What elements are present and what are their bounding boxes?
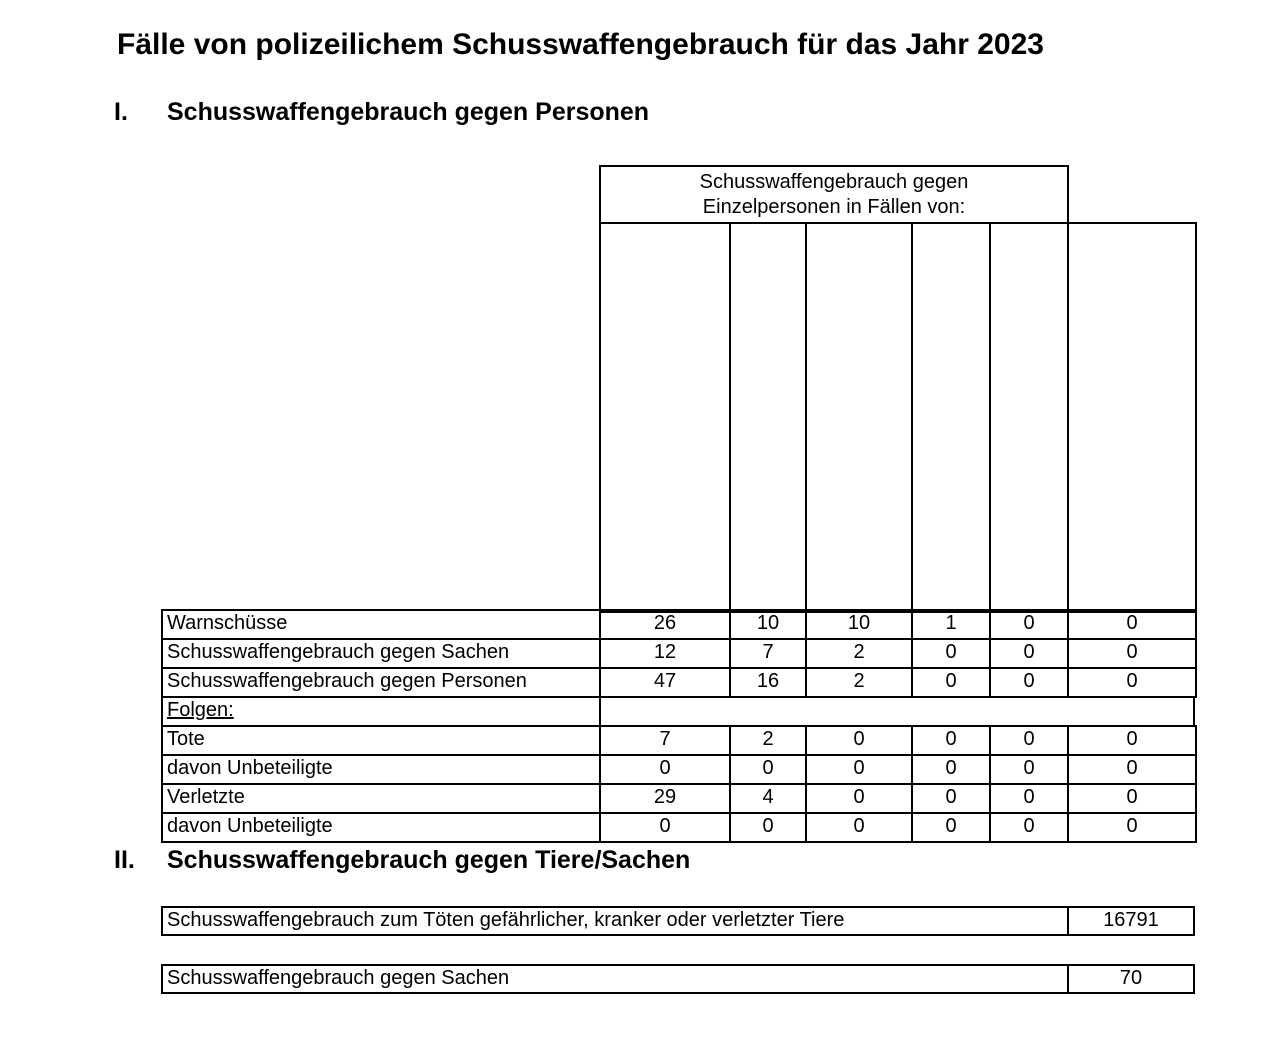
group-header-line-2: Einzelpersonen in Fällen von: [702, 195, 966, 218]
objects-label: Schusswaffengebrauch gegen Sachen [167, 967, 510, 989]
group-header-line-1: Schusswaffengebrauch gegen [699, 170, 969, 193]
table-cell: 16 [729, 667, 807, 698]
table-cell: 0 [729, 754, 807, 785]
table-cell: 0 [989, 638, 1069, 669]
page-title: Fälle von polizeilichem Schusswaffengebrauch für das Jahr 2023 [117, 28, 1044, 61]
animals-label: Schusswaffengebrauch zum Töten gefährlicher, kranker oder verletzter Tiere [167, 909, 845, 931]
table-cell: 0 [911, 638, 991, 669]
table-cell: 26 [599, 609, 731, 640]
table-cell: 0 [805, 812, 913, 843]
row-label: Folgen: [161, 696, 601, 727]
table-cell: 1 [911, 609, 991, 640]
column-header-1-line [599, 258, 605, 613]
animals-value-cell [1067, 906, 1195, 936]
row-label: davon Unbeteiligte [161, 754, 601, 785]
table-cell: 0 [1067, 812, 1197, 843]
table-cell: 0 [1067, 783, 1197, 814]
column-header-6-line [1067, 258, 1073, 613]
table-cell: 12 [599, 638, 731, 669]
table-cell: 0 [989, 783, 1069, 814]
table-cell: 0 [989, 667, 1069, 698]
table-cell: 0 [911, 783, 991, 814]
column-header-3-line [805, 258, 811, 613]
table-cell: 7 [599, 725, 731, 756]
table-cell: 0 [911, 725, 991, 756]
animals-value: 16791 [1103, 909, 1159, 931]
column-header-5-line [989, 258, 995, 613]
row-label: Warnschüsse [161, 609, 601, 640]
section-2-title: Schusswaffengebrauch gegen Tiere/Sachen [167, 846, 691, 874]
group-header [599, 165, 1069, 224]
column-header-1 [599, 222, 731, 613]
objects-value-cell [1067, 964, 1195, 994]
row-label: Tote [161, 725, 601, 756]
table-cell: 10 [729, 609, 807, 640]
table-cell: 0 [599, 754, 731, 785]
row-label: davon Unbeteiligte [161, 812, 601, 843]
table-cell: 0 [911, 667, 991, 698]
table-cell: 10 [805, 609, 913, 640]
column-header-4 [911, 222, 991, 613]
table-cell: 0 [989, 609, 1069, 640]
section-1-title: Schusswaffengebrauch gegen Personen [167, 98, 650, 126]
table-cell: 0 [805, 754, 913, 785]
table-cell: 0 [911, 754, 991, 785]
table-cell: 0 [1067, 609, 1197, 640]
table-cell: 0 [729, 812, 807, 843]
table-cell: 0 [911, 812, 991, 843]
row-label: Schusswaffengebrauch gegen Sachen [161, 638, 601, 669]
row-label: Schusswaffengebrauch gegen Personen [161, 667, 601, 698]
table-cell: 0 [599, 812, 731, 843]
objects-label-cell [161, 964, 1069, 994]
column-header-2-line [729, 258, 735, 613]
table-cell: 0 [1067, 725, 1197, 756]
table-cell: 4 [729, 783, 807, 814]
section-2-number: II. [114, 846, 135, 874]
table-cell: 0 [805, 783, 913, 814]
animals-label-cell [161, 906, 1069, 936]
table-cell: 0 [1067, 754, 1197, 785]
column-header-5 [989, 222, 1069, 613]
table-cell: 0 [1067, 667, 1197, 698]
table-cell: 0 [1067, 638, 1197, 669]
column-header-6 [1067, 222, 1197, 613]
table-cell: 2 [805, 667, 913, 698]
table-cell: 29 [599, 783, 731, 814]
objects-value: 70 [1119, 967, 1143, 989]
table-cell: 0 [989, 725, 1069, 756]
table-cell: 47 [599, 667, 731, 698]
column-header-3 [805, 222, 913, 613]
row-label: Verletzte [161, 783, 601, 814]
table-cell: 7 [729, 638, 807, 669]
table-cell: 0 [989, 812, 1069, 843]
table-cell: 0 [989, 754, 1069, 785]
table-cell: 2 [729, 725, 807, 756]
section-1-number: I. [114, 98, 128, 126]
table-cell: 2 [805, 638, 913, 669]
table-cell: 0 [805, 725, 913, 756]
column-header-4-line [911, 258, 917, 613]
empty-span-cell [599, 696, 1195, 727]
column-header-2 [729, 222, 807, 613]
